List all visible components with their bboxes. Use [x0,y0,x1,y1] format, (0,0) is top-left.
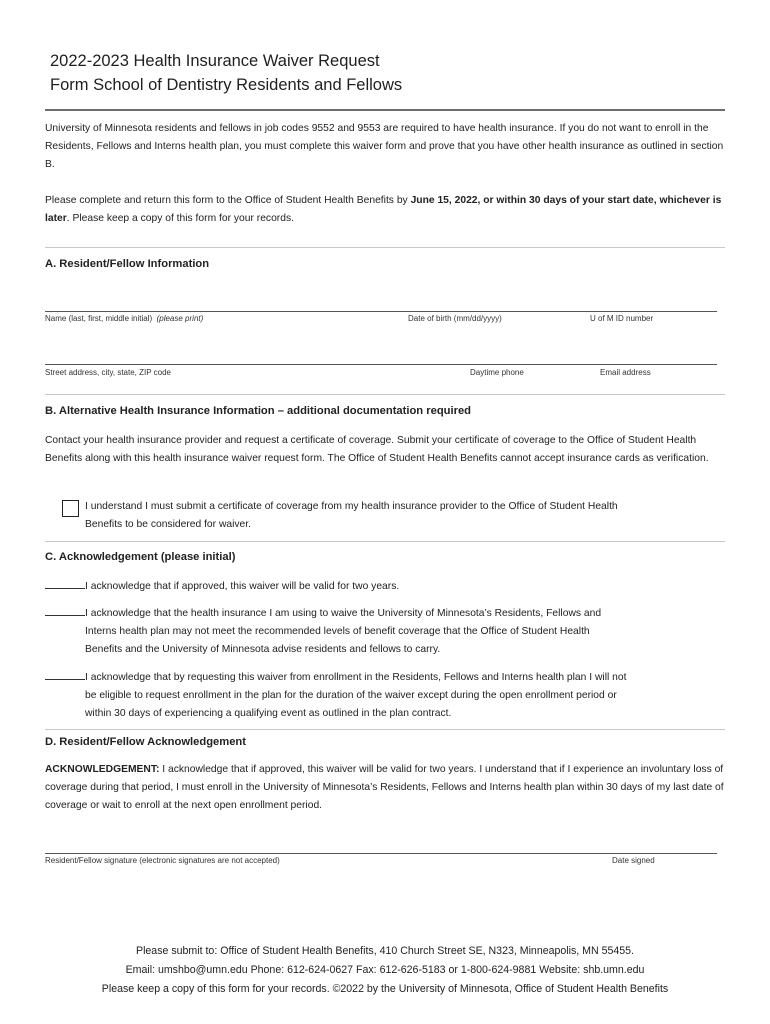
acknowledgement-text: within 30 days of experiencing a qualifying event as outlined in the plan contract. [85,708,452,719]
section-divider [45,394,725,395]
dob-field-label: Date of birth (mm/dd/yyyy) [408,314,502,323]
acknowledgement-text: I acknowledge that if approved, this waiver will be valid for two years. [85,581,400,592]
intro-paragraph-2-start: Please complete and return this form to the Office of Student Health Benefits by [45,195,411,206]
checkbox-label-line-2: Benefits to be considered for waiver. [85,519,251,530]
acknowledgement-item [45,668,725,723]
section-divider [45,247,725,248]
initial-blank[interactable] [45,604,85,616]
date-signed-label: Date signed [612,856,655,865]
address-field-label: Street address, city, state, ZIP code [45,368,171,377]
intro-paragraph-1: University of Minnesota residents and fellows in job codes 9552 and 9553 are required to have health insurance. If you do not want to enroll in the Residents, Fellows and Interns health plan, you must complete this waiver form and prove that you have other health insurance as outlined in section B. [45,123,724,170]
signature-field-line[interactable] [45,853,717,854]
intro-paragraph-2 [45,192,725,228]
section-d-paragraph [45,761,725,815]
footer-copyright: Please keep a copy of this form for your records. ©2022 by the University of Minnesota, Office of Student Health Benefits [101,983,669,995]
section-c-heading: C. Acknowledgement (please initial) [45,551,236,563]
page-title-line-1: 2022-2023 Health Insurance Waiver Request [50,52,380,70]
acknowledgement-item [45,604,725,659]
acknowledgement-text: Benefits and the University of Minnesota advise residents and fellows to carry. [85,644,441,655]
address-phone-email-field-line[interactable] [45,364,717,365]
section-b-paragraph: Contact your health insurance provider and request a certificate of coverage. Submit your certificate of coverage to the Office of Student Health Benefits along with this health insurance waiver request form. The Office of Student Health Benefits cannot accept insurance cards as verification. [45,435,709,464]
name-field-label [45,314,203,323]
name-label-text: Name (last, first, middle initial) [45,314,153,323]
acknowledgement-label: ACKNOWLEDGEMENT: [45,764,160,775]
acknowledgement-text: be eligible to request enrollment in the plan for the duration of the waiver except during the open enrollment period or [85,690,617,701]
footer-address: Please submit to: Office of Student Health Benefits, 410 Church Street SE, N323, Minneapolis, MN 55455. [136,945,634,957]
acknowledgement-item [45,577,725,596]
phone-field-label: Daytime phone [470,368,524,377]
section-a-heading: A. Resident/Fellow Information [45,258,210,270]
deadline-text: June 15, 2022, or within 30 days of your start date, whichever is later [45,195,722,224]
intro-paragraph-2-end: . Please keep a copy of this form for your records. [66,213,294,224]
section-b-heading: B. Alternative Health Insurance Information – additional documentation required [45,405,472,417]
acknowledgement-text: I acknowledge that the health insurance I am using to waive the University of Minnesota’s Residents, Fellows and [85,608,602,619]
signature-field-label: Resident/Fellow signature (electronic signatures are not accepted) [45,856,280,865]
acknowledgement-text: I acknowledge that by requesting this waiver from enrollment in the Residents, Fellows and Interns health plan I will not [85,672,627,683]
acknowledgement-text: Interns health plan may not meet the recommended levels of benefit coverage that the Office of Student Health [85,626,590,637]
initial-blank[interactable] [45,668,85,680]
page-title-line-2: Form School of Dentistry Residents and Fellows [50,76,403,94]
section-divider [45,729,725,730]
certificate-checkbox[interactable] [62,500,79,517]
email-field-label: Email address [600,368,651,377]
checkbox-label-line-1: I understand I must submit a certificate of coverage from my health insurance provider to the Office of Student Health [85,501,618,512]
acknowledgement-statement: I acknowledge that if approved, this waiver will be valid for two years. I understand that if I experience an involuntary loss of coverage during that period, I must enroll in the University of Minnesota’s Residents, Fellows and Interns health plan within 30 days of my last date of coverage or wait to enroll at the next open enrollment period. [45,764,724,811]
umid-field-label: U of M ID number [590,314,654,323]
section-divider [45,541,725,542]
name-dob-id-field-line[interactable] [45,311,717,312]
header-divider [45,109,725,111]
initial-blank[interactable] [45,577,85,589]
name-hint-text: (please print) [156,314,204,323]
section-d-heading: D. Resident/Fellow Acknowledgement [45,736,246,748]
footer-contact: Email: umshbo@umn.edu Phone: 612-624-0627 Fax: 612-626-5183 or 1-800-624-9881 Website: shb.umn.edu [125,964,645,976]
